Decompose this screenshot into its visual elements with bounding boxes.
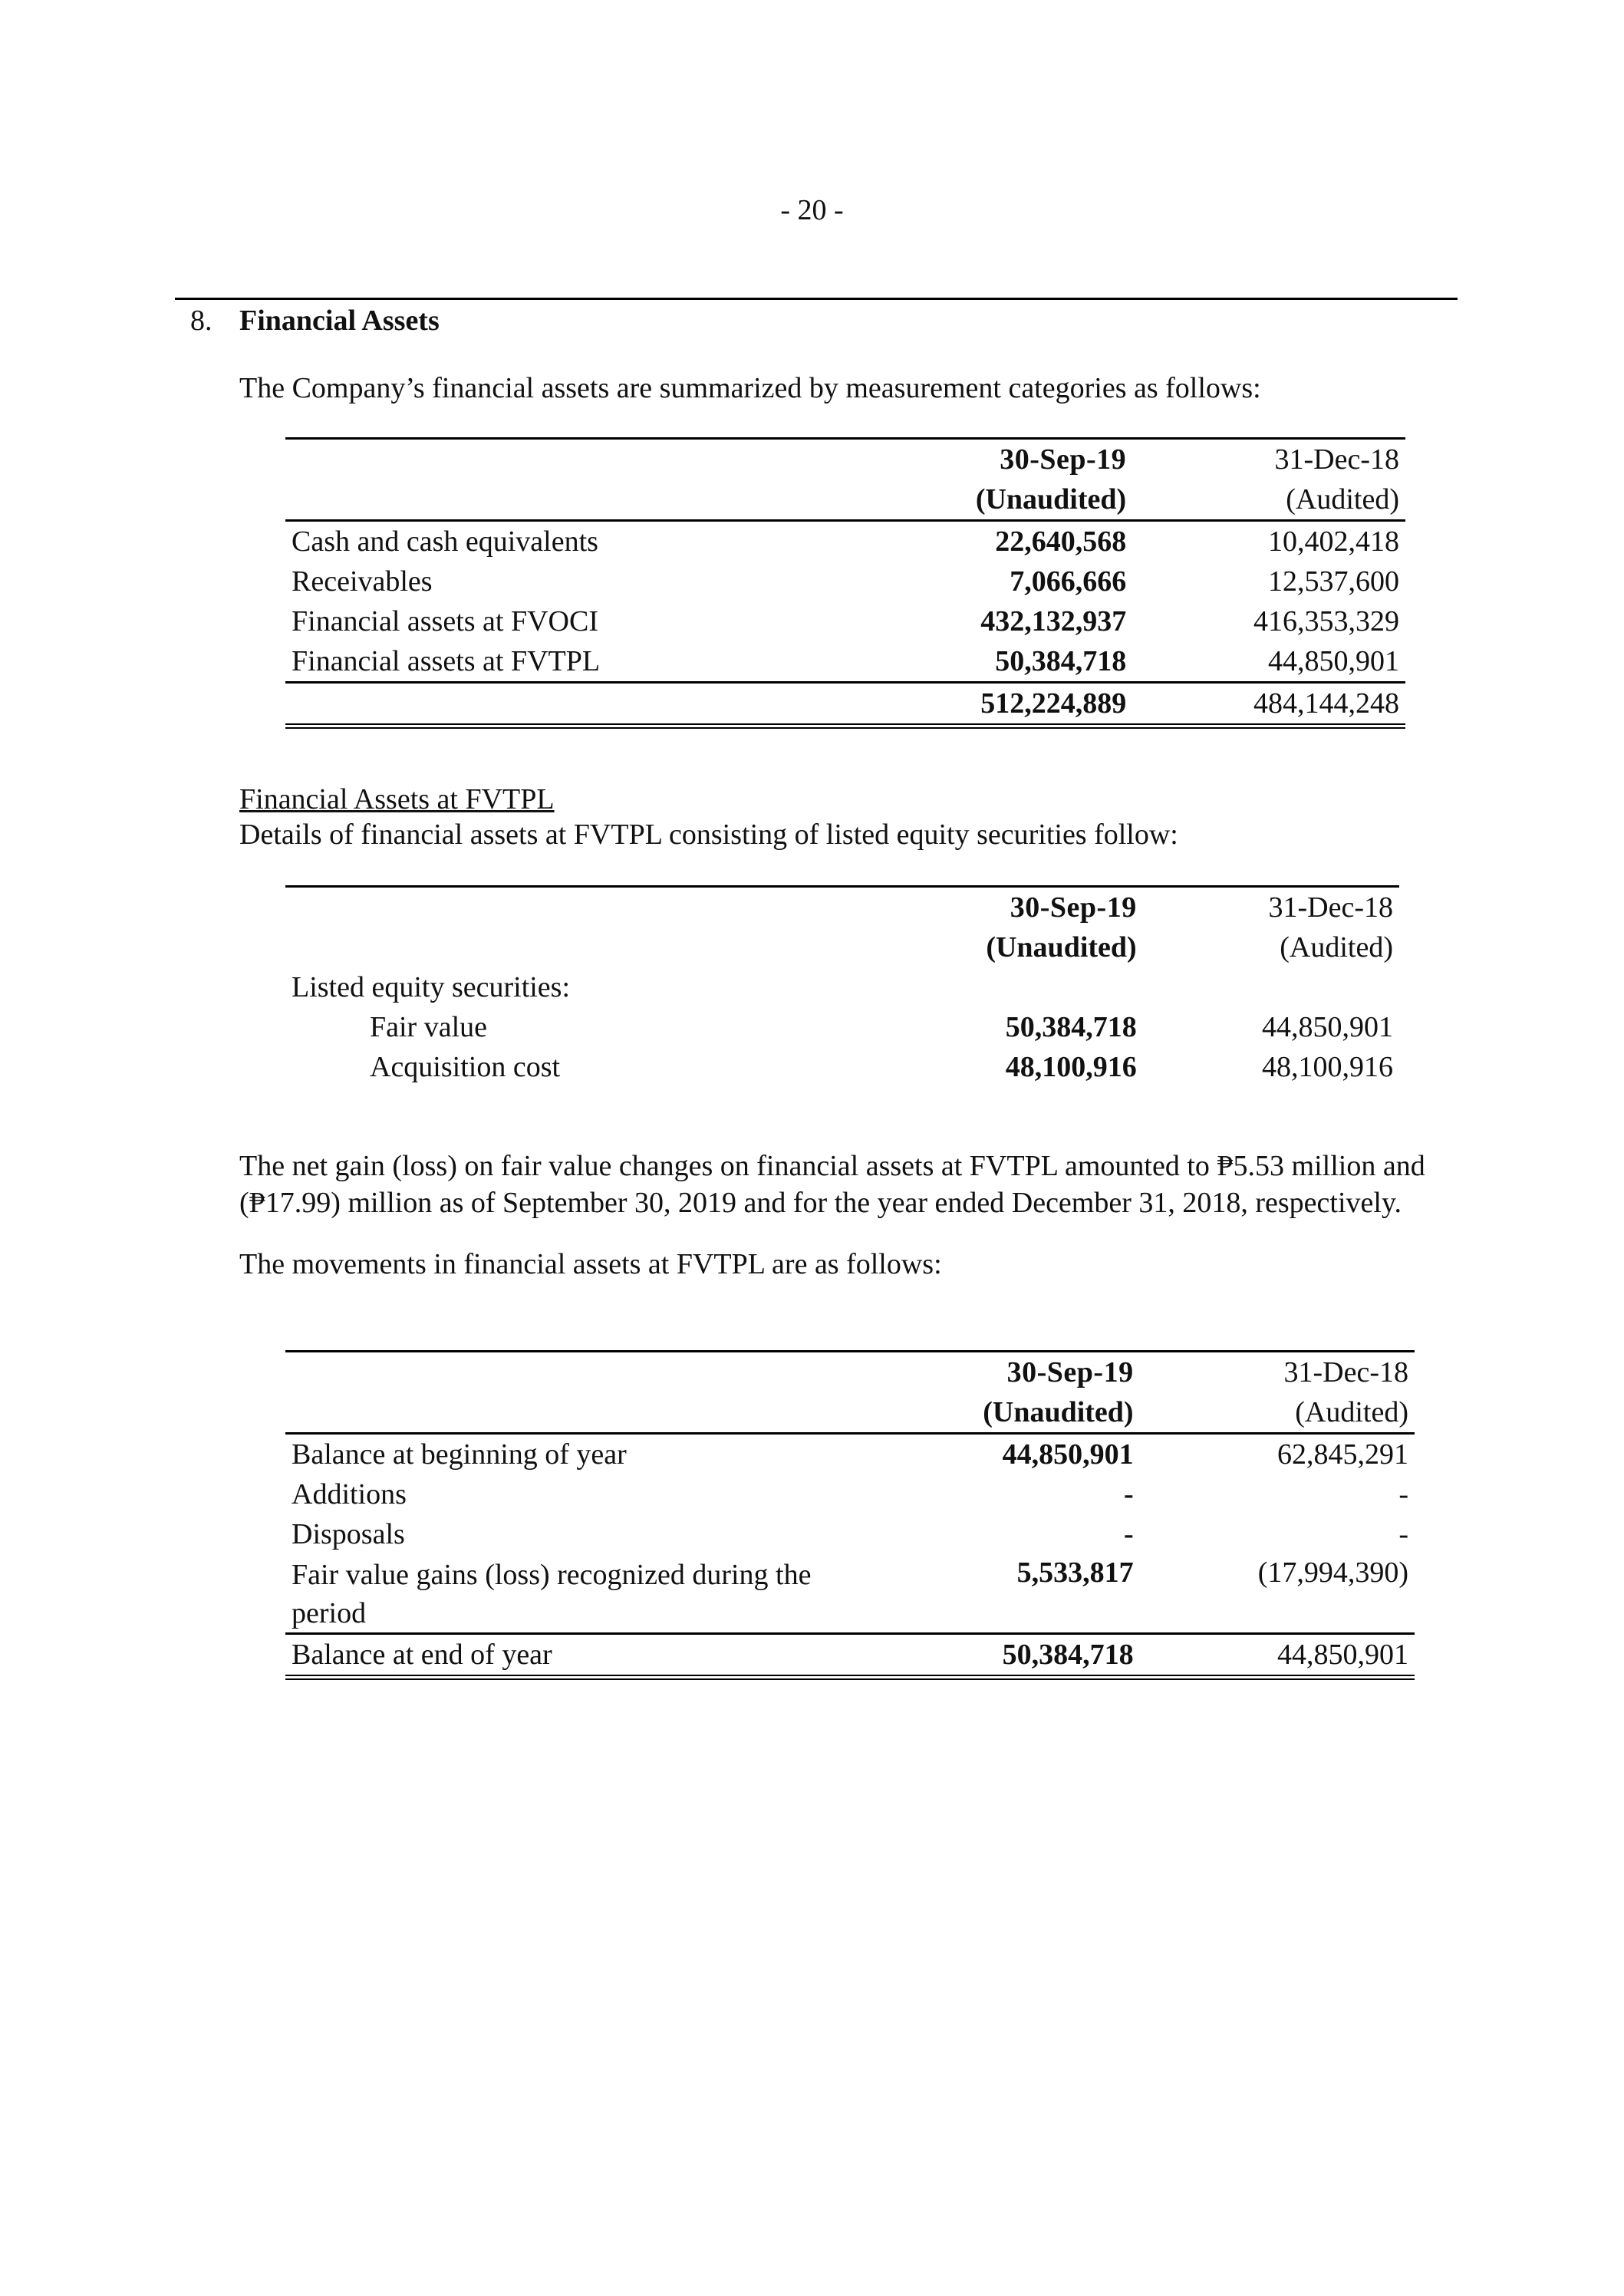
table-header-row: [285, 1392, 1415, 1434]
column-header: (Unaudited): [884, 479, 1143, 521]
table-header-row: [285, 887, 1399, 928]
fvtpl-details-table: [285, 885, 1399, 1087]
section-divider: [175, 298, 1458, 300]
column-header: 31-Dec-18: [1154, 887, 1399, 928]
table-row: Receivables 7,066,666 12,537,600: [292, 565, 1399, 598]
table-row: Balance at beginning of year 44,850,901 62,845,291: [292, 1438, 1408, 1471]
table-row: Disposals - -: [292, 1518, 1408, 1550]
column-header: (Unaudited): [891, 1392, 1151, 1434]
financial-assets-summary-table: [285, 437, 1405, 729]
fvtpl-movements-table: [285, 1350, 1415, 1680]
column-header: 30-Sep-19: [884, 439, 1143, 480]
column-header: 30-Sep-19: [891, 1352, 1151, 1393]
gain-paragraph-line1: The net gain (loss) on fair value changes on financial assets at FVTPL amounted to ₱5.53 million and: [239, 1150, 1425, 1182]
table-header-row: [285, 479, 1405, 521]
table-group-row: Listed equity securities:: [292, 971, 571, 1003]
column-header: (Unaudited): [986, 931, 1137, 964]
table-row: Fair value gains (loss) recognized during the period 5,533,817 (17,994,390): [285, 1554, 1415, 1634]
section-intro: The Company’s financial assets are summarized by measurement categories as follows:: [239, 372, 1261, 404]
table-row: Financial assets at FVOCI 432,132,937 416,353,329: [292, 605, 1399, 637]
column-header: 31-Dec-18: [1143, 439, 1405, 480]
table-total-row: 512,224,889 484,144,248: [285, 683, 1405, 726]
table-row: Acquisition cost 48,100,916 48,100,916: [370, 1051, 1393, 1083]
table-row: Cash and cash equivalents 22,640,568 10,402,418: [292, 525, 1399, 558]
page-number: - 20 -: [780, 194, 844, 226]
table-row: Additions - -: [292, 1478, 1408, 1510]
table-header-row: [285, 439, 1405, 480]
section-number: 8.: [190, 305, 212, 337]
column-header: (Audited): [1151, 1392, 1415, 1434]
table-row: Fair value 50,384,718 44,850,901: [370, 1011, 1393, 1043]
subsection-description: Details of financial assets at FVTPL consisting of listed equity securities follow:: [239, 819, 1178, 851]
table-header-row: [285, 927, 1399, 967]
column-header: 31-Dec-18: [1151, 1352, 1415, 1393]
subsection-title: Financial Assets at FVTPL: [239, 783, 555, 815]
table-header-row: [285, 1352, 1415, 1393]
column-header: (Audited): [1143, 479, 1405, 521]
table-row: Financial assets at FVTPL 50,384,718 44,850,901: [285, 641, 1405, 683]
column-header: (Audited): [1280, 931, 1393, 964]
gain-paragraph-line2: (₱17.99) million as of September 30, 2019 and for the year ended December 31, 2018, respectively.: [239, 1187, 1402, 1219]
table-total-row: Balance at end of year 50,384,718 44,850,901: [285, 1634, 1415, 1678]
section-title: Financial Assets: [239, 305, 440, 337]
movements-intro: The movements in financial assets at FVTPL are as follows:: [239, 1248, 942, 1280]
column-header: 30-Sep-19: [907, 887, 1154, 928]
